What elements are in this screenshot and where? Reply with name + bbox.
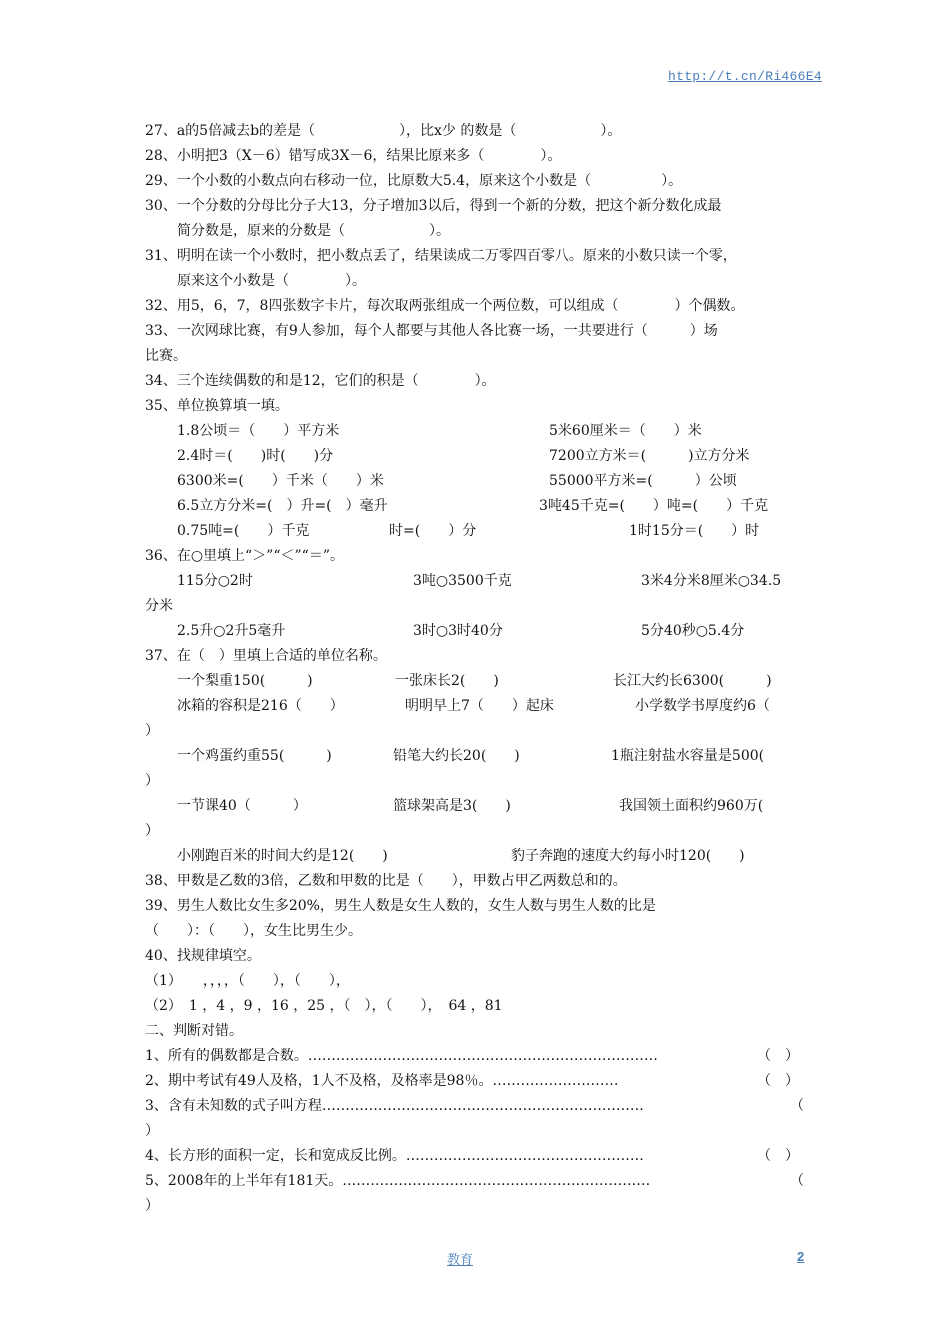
question-35-row xyxy=(145,444,817,469)
unit-item: 豹子奔跑的速度大约每小时120( ) xyxy=(511,848,745,864)
unit-item: 一个鸡蛋约重55( ) xyxy=(177,748,332,764)
conversion-item: 7200立方米＝( )立方分米 xyxy=(549,448,750,464)
judge-mark: （ ） xyxy=(757,1073,799,1089)
conversion-item: 0.75吨=( ）千克 xyxy=(177,523,310,539)
unit-item: 明明早上7（ ）起床 xyxy=(405,698,554,714)
judge-wrap: ） xyxy=(145,1123,159,1139)
question-37-wrap: ） xyxy=(145,773,159,789)
unit-item: 1瓶注射盐水容量是500( xyxy=(611,748,765,764)
judge-wrap: ） xyxy=(145,1198,159,1214)
conversion-item: 2.4时＝( )时( )分 xyxy=(177,448,334,464)
unit-item: 一个梨重150( ) xyxy=(177,673,313,689)
compare-item: 2.5升○2升5毫升 xyxy=(177,623,286,639)
question-31: 31、明明在读一个小数时，把小数点丢了，结果读成二万零四百零八。原来的小数只读一个零， xyxy=(145,248,737,264)
judge-item xyxy=(145,1144,817,1169)
question-40-row: （2） 1 ，4 ，9 ，16 ，25 ，（ ），（ ）， 64 ，81 xyxy=(145,998,503,1014)
question-33: 33、一次网球比赛，有9人参加，每个人都要与其他人各比赛一场，一共要进行（ ）场 xyxy=(145,323,718,339)
compare-item: 3时○3时40分 xyxy=(413,623,503,639)
conversion-item: 3吨45千克=( ）吨=( ）千克 xyxy=(539,498,769,514)
question-36-row xyxy=(145,619,817,644)
question-36-title: 36、在○里填上“＞”“＜”“＝”。 xyxy=(145,548,344,564)
unit-item: 小刚跑百米的时间大约是12( ) xyxy=(177,848,388,864)
judge-item xyxy=(145,1069,817,1094)
conversion-item: 时=( ）分 xyxy=(389,523,477,539)
question-36-row xyxy=(145,569,817,594)
question-35-row xyxy=(145,519,817,544)
judge-text: 5、2008年的上半年有181天。………………………………………………………… xyxy=(145,1173,651,1189)
question-32: 32、用5，6，7，8四张数字卡片，每次取两张组成一个两位数，可以组成（ ）个偶数。 xyxy=(145,298,745,314)
question-35-row xyxy=(145,494,817,519)
conversion-item: 6300米=( ）千米（ ）米 xyxy=(177,473,384,489)
judge-item xyxy=(145,1094,817,1119)
header-link[interactable]: http://t.cn/Ri466E4 xyxy=(668,69,822,84)
conversion-item: 5米60厘米＝（ ）米 xyxy=(549,423,702,439)
section-title: 二、判断对错。 xyxy=(145,1023,243,1039)
question-37-row xyxy=(145,669,817,694)
compare-item: 3吨○3500千克 xyxy=(413,573,512,589)
question-34: 34、三个连续偶数的和是12，它们的积是（ ）。 xyxy=(145,373,496,389)
question-35-row xyxy=(145,419,817,444)
page-number[interactable]: 2 xyxy=(797,1249,805,1264)
question-37-wrap: ） xyxy=(145,823,159,839)
conversion-item: 1时15分＝( ）时 xyxy=(629,523,760,539)
judge-text: 4、长方形的面积一定，长和宽成反比例。…………………………………………… xyxy=(145,1148,644,1164)
judge-item xyxy=(145,1044,817,1069)
unit-item: 铅笔大约长20( ) xyxy=(393,748,520,764)
question-30-cont: 简分数是，原来的分数是（ ）。 xyxy=(177,223,450,239)
judge-text: 2、期中考试有49人及格，1人不及格，及格率是98％。……………………… xyxy=(145,1073,619,1089)
compare-item: 3米4分米8厘米○34.5 xyxy=(641,573,782,589)
question-31-cont: 原来这个小数是（ ）。 xyxy=(177,273,366,289)
judge-mark: （ ） xyxy=(757,1048,799,1064)
judge-mark: （ xyxy=(790,1173,804,1189)
footer-link[interactable]: 教育 xyxy=(447,1253,474,1268)
question-37-title: 37、在（ ）里填上合适的单位名称。 xyxy=(145,648,387,664)
unit-item: 篮球架高是3( ) xyxy=(393,798,511,814)
question-38: 38、甲数是乙数的3倍，乙数和甲数的比是（ ），甲数占甲乙两数总和的。 xyxy=(145,873,627,889)
question-33-cont: 比赛。 xyxy=(145,348,187,364)
unit-item: 长江大约长6300( ) xyxy=(613,673,772,689)
question-35-row xyxy=(145,469,817,494)
question-30: 30、一个分数的分母比分子大13，分子增加3以后，得到一个新的分数，把这个新分数化成最 xyxy=(145,198,722,214)
question-29: 29、一个小数的小数点向右移动一位，比原数大5.4，原来这个小数是（ ）。 xyxy=(145,173,683,189)
judge-mark: （ xyxy=(790,1098,804,1114)
unit-item: 冰箱的容积是216（ ） xyxy=(177,698,344,714)
unit-item: 我国领土面积约960万( xyxy=(619,798,764,814)
question-37-row xyxy=(145,694,817,719)
unit-item: 小学数学书厚度约6（ xyxy=(635,698,770,714)
compare-item: 115分○2时 xyxy=(177,573,253,589)
conversion-item: 55000平方米=( ）公顷 xyxy=(549,473,737,489)
question-27: 27、a的5倍减去b的差是（ ），比x少 的数是（ ）。 xyxy=(145,123,622,139)
judge-text: 3、含有未知数的式子叫方程…………………………………………………………… xyxy=(145,1098,644,1114)
question-39: 39、男生人数比女生多20%，男生人数是女生人数的，女生人数与男生人数的比是 xyxy=(145,898,656,914)
question-40-row: （1） ，，，，（ ），（ ）， xyxy=(145,973,350,989)
document-body xyxy=(145,119,817,1219)
question-35-title: 35、单位换算填一填。 xyxy=(145,398,289,414)
question-37-row xyxy=(145,844,817,869)
unit-item: 一张床长2( ) xyxy=(395,673,499,689)
question-28: 28、小明把3（X－6）错写成3X－6，结果比原来多（ ）。 xyxy=(145,148,562,164)
question-37-wrap: ） xyxy=(145,723,159,739)
judge-mark: （ ） xyxy=(757,1148,799,1164)
compare-item: 5分40秒○5.4分 xyxy=(641,623,745,639)
question-37-row xyxy=(145,794,817,819)
judge-text: 1、所有的偶数都是合数。………………………………………………………………… xyxy=(145,1048,658,1064)
question-37-row xyxy=(145,744,817,769)
question-39-cont: （ ）：（ ），女生比男生少。 xyxy=(145,923,362,939)
conversion-item: 1.8公顷＝（ ）平方米 xyxy=(177,423,340,439)
unit-item: 一节课40（ ） xyxy=(177,798,307,814)
judge-item xyxy=(145,1169,817,1194)
question-40-title: 40、找规律填空。 xyxy=(145,948,261,964)
conversion-item: 6.5立方分米=( ）升=( ）毫升 xyxy=(177,498,388,514)
question-36-wrap: 分米 xyxy=(145,598,173,614)
